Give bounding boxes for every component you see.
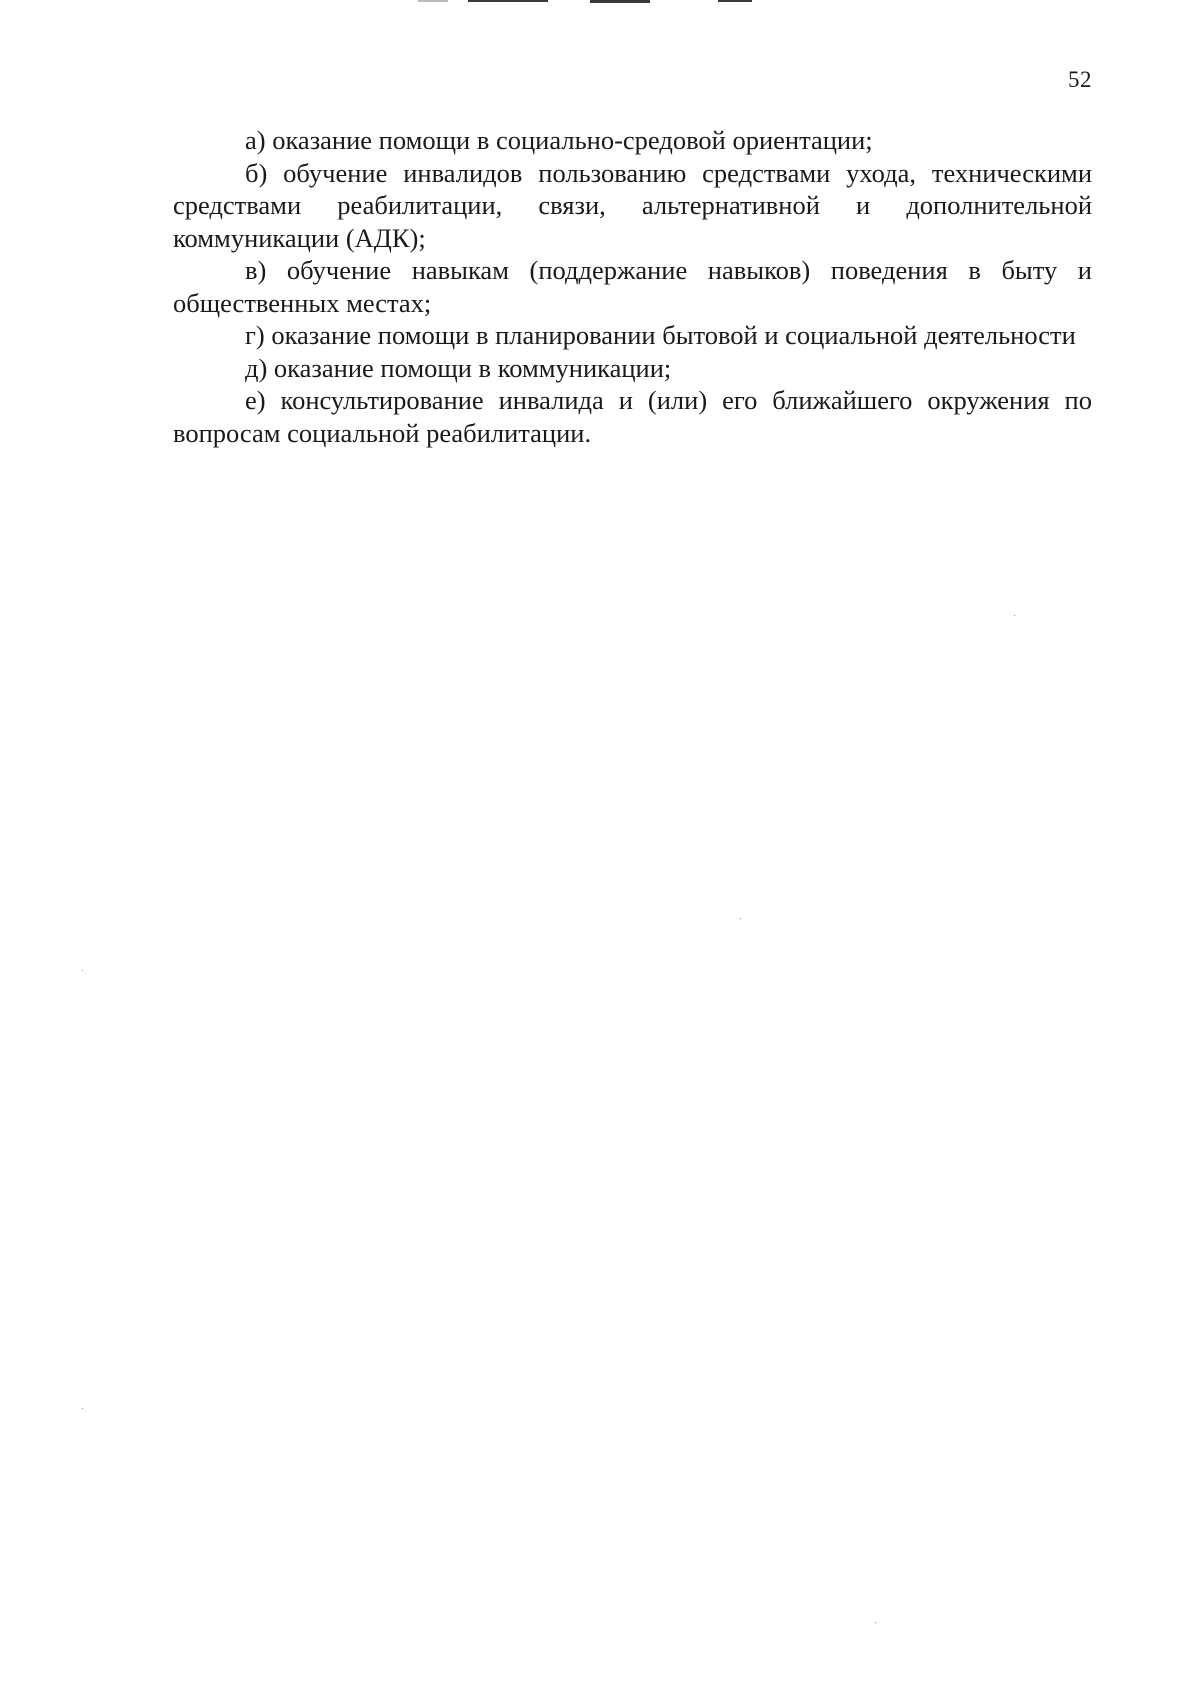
paragraph-d: д) оказание помощи в коммуникации;	[245, 352, 672, 383]
scan-mark	[590, 0, 650, 3]
paragraph-a: а) оказание помощи в социально-средовой ориентации;	[245, 125, 873, 155]
scan-edge-marks	[0, 0, 1200, 4]
page-number: 52	[1068, 67, 1092, 92]
scan-speck	[875, 1622, 876, 1623]
paragraph-g: г) оказание помощи в планировании бытовой и социальной деятельности	[245, 320, 1076, 350]
scan-speck	[1014, 615, 1015, 616]
scan-mark	[418, 0, 448, 2]
scan-speck	[82, 970, 83, 971]
paragraph-b: б) обучение инвалидов пользованию средствами ухода, техническими средствами реабилитации, связи, альтернативной и дополнительной коммуникации (АДК);	[173, 157, 1092, 253]
scan-speck	[740, 918, 741, 919]
paragraph-e: е) консультирование инвалида и (или) его ближайшего окружения по вопросам социальной реабилитации.	[173, 385, 1092, 448]
paragraph-v: в) обучение навыкам (поддержание навыков) поведения в быту и общественных местах;	[173, 255, 1092, 318]
scan-mark	[718, 0, 752, 2]
scan-speck	[82, 1408, 83, 1409]
document-body	[173, 124, 1092, 449]
scan-mark	[468, 0, 548, 2]
